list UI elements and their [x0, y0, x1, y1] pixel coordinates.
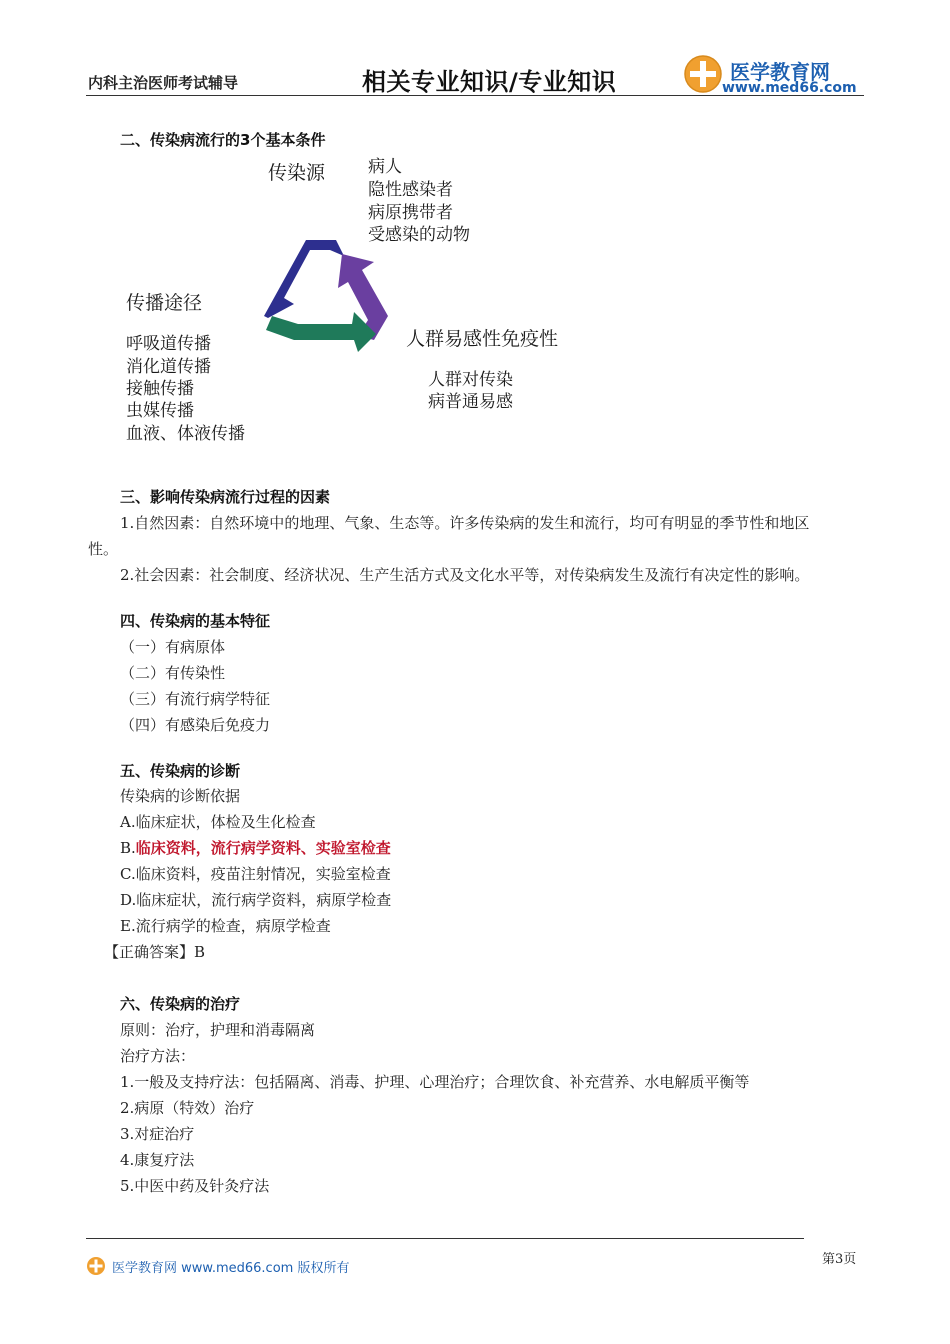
- correct-answer: 【正确答案】B: [104, 943, 206, 961]
- option-e: E.流行病学的检查，病原学检查: [120, 917, 331, 935]
- treatment-methods-label: 治疗方法：: [120, 1047, 196, 1065]
- diagram-route-item: 消化道传播: [126, 357, 211, 377]
- footer-copyright: 医学教育网 www.med66.com 版权所有: [112, 1261, 350, 1276]
- feature-item: （四）有感染后免疫力: [120, 716, 271, 734]
- section-2-heading: 二、传染病流行的3个基本条件: [120, 131, 326, 149]
- section-3-heading: 三、影响传染病流行过程的因素: [120, 488, 331, 506]
- logo-brand-name: 医学教育网: [730, 60, 830, 84]
- header-course-name: 内科主治医师考试辅导: [88, 74, 239, 92]
- section-4-heading: 四、传染病的基本特征: [120, 612, 271, 630]
- diagram-source-item: 隐性感染者: [368, 180, 453, 200]
- treatment-item: 1.一般及支持疗法：包括隔离、消毒、护理、心理治疗；合理饮食、补充营养、水电解质平衡等: [120, 1073, 750, 1091]
- section-3-paragraph-2: 2.社会因素：社会制度、经济状况、生产生活方式及文化水平等，对传染病发生及流行有决定性的影响。: [120, 566, 810, 584]
- med66-logo-icon: [683, 54, 723, 94]
- option-a: A.临床症状，体检及生化检查: [120, 813, 316, 831]
- feature-item: （一）有病原体: [120, 638, 226, 656]
- option-d: D.临床症状，流行病学资料，病原学检查: [120, 891, 392, 909]
- diagram-route-item: 接触传播: [126, 379, 194, 399]
- diagram-source-item: 病人: [368, 157, 402, 177]
- footer-divider: [86, 1238, 804, 1239]
- option-c: C.临床资料，疫苗注射情况，实验室检查: [120, 865, 391, 883]
- recycle-triangle-icon: [258, 232, 394, 356]
- option-b-prefix: B.: [120, 839, 136, 857]
- section-5-heading: 五、传染病的诊断: [120, 762, 241, 780]
- section-3-paragraph-1-cont: 性。: [88, 540, 119, 558]
- treatment-principle: 原则：治疗，护理和消毒隔离: [120, 1021, 316, 1039]
- logo-url: www.med66.com: [722, 80, 857, 96]
- header-title: 相关专业知识/专业知识: [362, 68, 617, 96]
- feature-item: （二）有传染性: [120, 664, 226, 682]
- diagram-host-title: 人群易感性免疫性: [406, 328, 559, 350]
- treatment-item: 2.病原（特效）治疗: [120, 1099, 255, 1117]
- header-divider: [86, 95, 864, 96]
- treatment-item: 3.对症治疗: [120, 1125, 195, 1143]
- option-b: [120, 837, 391, 858]
- diagram-source-title: 传染源: [268, 162, 326, 184]
- feature-item: （三）有流行病学特征: [120, 690, 271, 708]
- diagram-source-item: 病原携带者: [368, 203, 453, 223]
- diagram-source-item: 受感染的动物: [368, 225, 470, 245]
- treatment-item: 4.康复疗法: [120, 1151, 195, 1169]
- diagram-host-item: 人群对传染: [428, 370, 513, 390]
- section-6-heading: 六、传染病的治疗: [120, 995, 241, 1013]
- diagram-route-item: 虫媒传播: [126, 401, 194, 421]
- diagram-route-item: 呼吸道传播: [126, 334, 211, 354]
- footer-logo-icon: [86, 1256, 106, 1276]
- diagram-route-item: 血液、体液传播: [126, 424, 245, 444]
- diagram-host-item: 病普通易感: [428, 392, 513, 412]
- page-number: 第3页: [822, 1252, 857, 1267]
- question-stem: 传染病的诊断依据: [120, 787, 241, 805]
- treatment-item: 5.中医中药及针灸疗法: [120, 1177, 270, 1195]
- section-3-paragraph-1: 1.自然因素：自然环境中的地理、气象、生态等。许多传染病的发生和流行，均可有明显的季节性和地区: [120, 514, 810, 532]
- option-b-text: 临床资料，流行病学资料、实验室检查: [135, 839, 391, 857]
- diagram-route-title: 传播途径: [126, 292, 203, 314]
